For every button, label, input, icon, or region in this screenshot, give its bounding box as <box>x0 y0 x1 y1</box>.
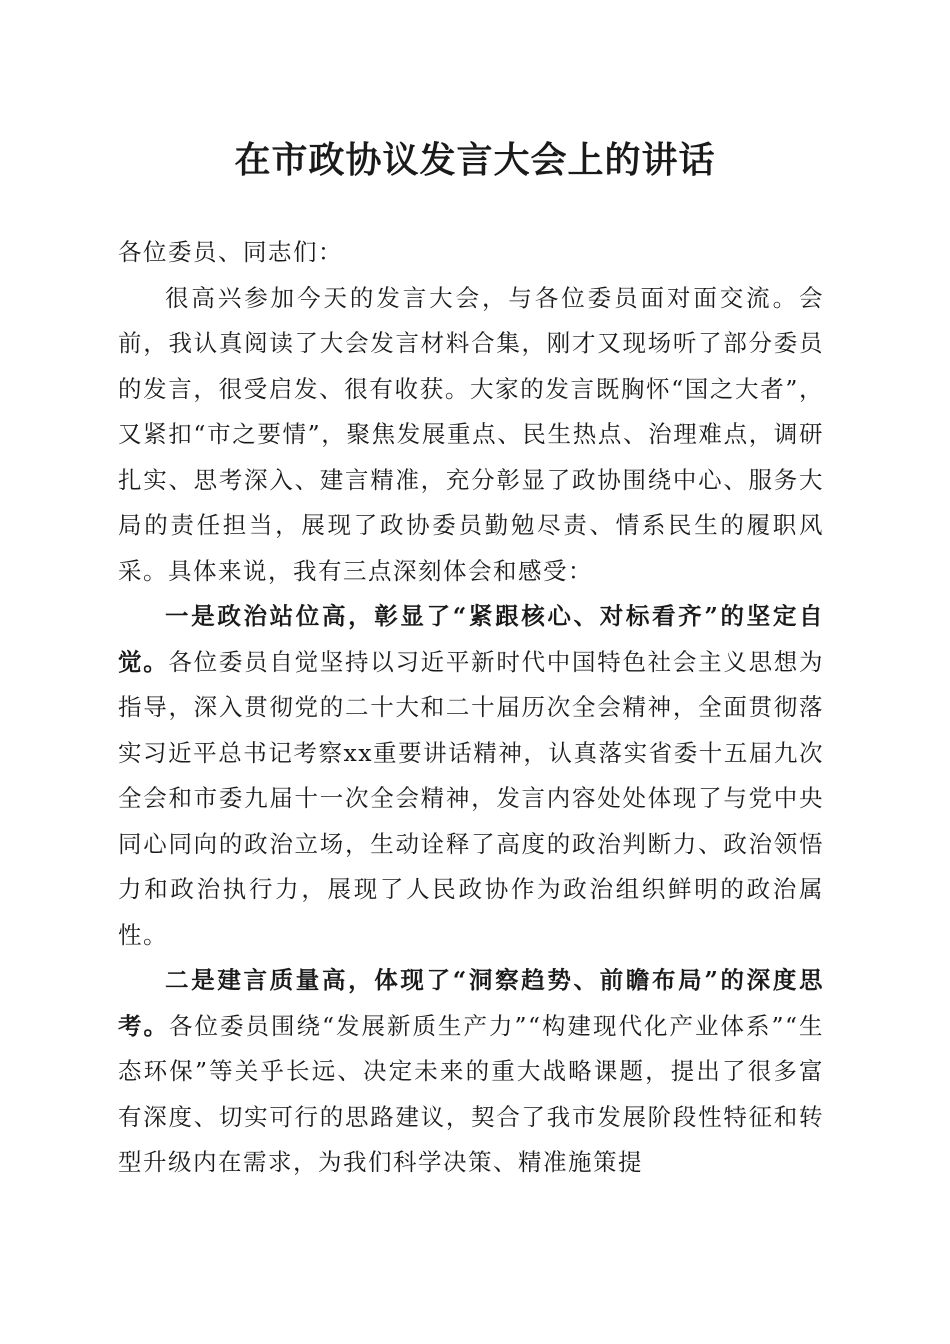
paragraph-text: 很高兴参加今天的发言大会，与各位委员面对面交流。会前，我认真阅读了大会发言材料合集，刚才又现场听了部分委员的发言，很受启发、很有收获。大家的发言既胸怀“国之大者”，又紧扣“市之要情”，聚焦发展重点、民生热点、治理难点，调研扎实、思考深入、建言精准，充分彰显了政协围绕中心、服务大局的责任担当，展现了政协委员勤勉尽责、情系民生的履职风采。具体来说，我有三点深刻体会和感受： <box>118 283 824 585</box>
document-title: 在市政协议发言大会上的讲话 <box>234 139 716 181</box>
paragraph-intro <box>118 276 824 595</box>
paragraph-lead: 一是政治站位高，彰显了“紧跟核心、对标看齐”的坚定自觉。 <box>118 602 824 676</box>
document-body <box>118 230 824 1186</box>
paragraph-point-two <box>118 958 824 1186</box>
salutation: 各位委员、同志们： <box>118 238 343 266</box>
paragraph-point-one <box>118 594 824 958</box>
paragraph-text: 各位委员围绕“发展新质生产力”“构建现代化产业体系”“生态环保”等关乎长远、决定未来的重大战略课题，提出了很多富有深度、切实可行的思路建议，契合了我市发展阶段性特征和转型升级内在需求，为我们科学决策、精准施策提 <box>118 1011 824 1176</box>
paragraph-text: 各位委员自觉坚持以习近平新时代中国特色社会主义思想为指导，深入贯彻党的二十大和二十届历次全会精神，全面贯彻落实习近平总书记考察xx重要讲话精神，认真落实省委十五届九次全会和市委九届十一次全会精神，发言内容处处体现了与党中央同心同向的政治立场，生动诠释了高度的政治判断力、政治领悟力和政治执行力，展现了人民政协作为政治组织鲜明的政治属性。 <box>118 647 825 949</box>
paragraph-lead: 二是建言质量高，体现了“洞察趋势、前瞻布局”的深度思考。 <box>118 966 824 1040</box>
